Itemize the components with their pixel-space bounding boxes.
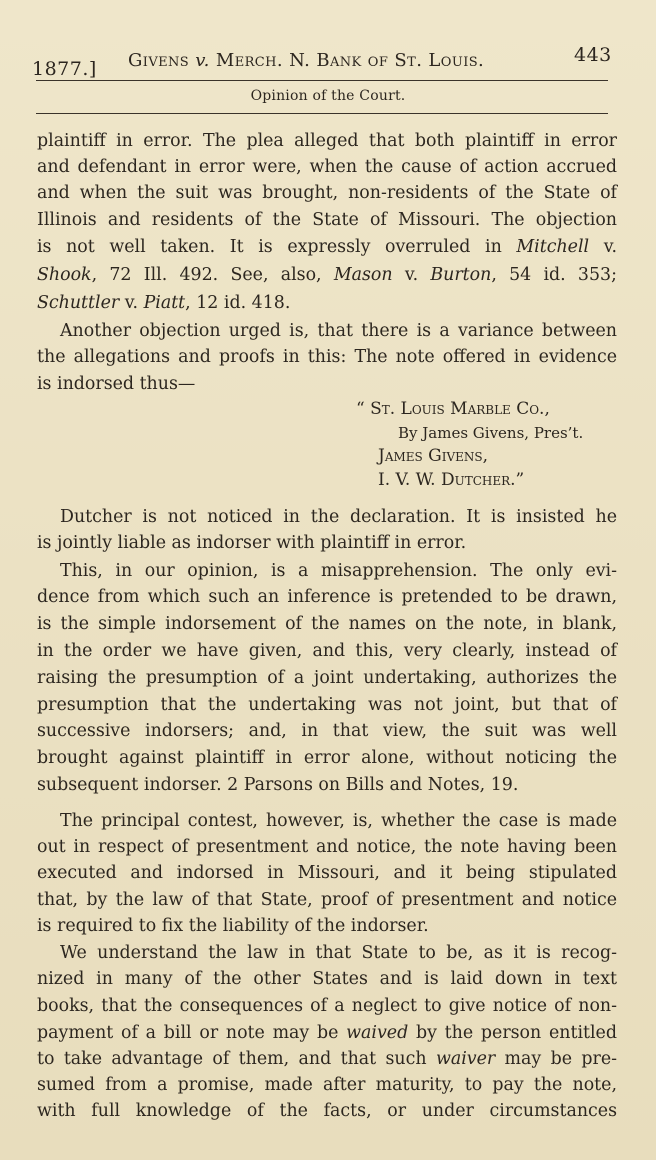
indorsement-line: By James Givens, Pres’t.	[398, 424, 584, 442]
text-line: We understand the law in that State to be, as it is recog-	[60, 943, 617, 963]
text-line: Illinois and residents of the State of Missouri. The objection	[37, 210, 617, 230]
italic-term: waived	[346, 1023, 409, 1043]
text-line: with full knowledge of the facts, or under circumstances	[37, 1101, 617, 1121]
text-line: is not well taken. It is expressly overruled in Mitchell v.	[37, 237, 617, 257]
text-line: presumption that the undertaking was not joint, but that of	[37, 695, 617, 715]
text-line: the allegations and proofs in this: The note offered in evidence	[37, 347, 617, 367]
running-head	[32, 44, 612, 80]
text-line: is required to fix the liability of the indorser.	[37, 916, 429, 936]
italic-term: Burton	[430, 265, 492, 285]
text-line: Dutcher is not noticed in the declaration. It is insisted he	[60, 507, 617, 527]
text-line: in the order we have given, and this, very clearly, instead of	[37, 641, 617, 661]
italic-term: Mitchell	[516, 237, 590, 257]
text-line: brought against plaintiff in error alone, without noticing the	[37, 748, 617, 768]
italic-term: Shook	[37, 265, 92, 285]
page-number: 443	[574, 44, 612, 66]
text-line: subsequent indorser. 2 Parsons on Bills and Notes, 19.	[37, 775, 519, 795]
text-line: successive indorsers; and, in that view, the suit was well	[37, 721, 617, 741]
versus-abbrev: v.	[195, 50, 210, 71]
text-line: out in respect of presentment and notice, the note having been	[37, 837, 617, 857]
running-head-year: 1877.]	[32, 58, 97, 80]
indorsement-line: I. V. W. Dutcher.”	[378, 470, 525, 490]
text-line: dence from which such an inference is pretended to be drawn,	[37, 587, 617, 607]
section-heading: Opinion of the Court.	[250, 88, 406, 104]
text-line: This, in our opinion, is a misapprehension. The only evi-	[60, 561, 617, 581]
text-line: to take advantage of them, and that such waiver may be pre-	[37, 1049, 617, 1069]
text-line: Another objection urged is, that there is a variance between	[60, 321, 617, 341]
italic-term: waiver	[435, 1049, 496, 1069]
italic-term: Mason	[333, 265, 393, 285]
text-line: Shook, 72 Ill. 492. See, also, Mason v. Burton, 54 id. 353;	[37, 265, 617, 285]
text-line: payment of a bill or note may be waived by the person entitled	[37, 1023, 617, 1043]
header-rule-top	[36, 80, 608, 81]
running-head-case-title: Givens v. Merch. N. Bank of St. Louis.	[128, 50, 485, 71]
text-line: Schuttler v. Piatt, 12 id. 418.	[37, 293, 291, 313]
header-rule-bottom	[36, 113, 608, 114]
italic-term: Piatt	[143, 293, 186, 313]
text-line: nized in many of the other States and is laid down in text	[37, 969, 617, 989]
text-line: and when the suit was brought, non-residents of the State of	[37, 183, 617, 203]
italic-term: Schuttler	[37, 293, 120, 313]
text-line: is jointly liable as indorser with plaintiff in error.	[37, 533, 467, 553]
text-line: that, by the law of that State, proof of presentment and notice	[37, 890, 617, 910]
text-line: is indorsed thus—	[37, 374, 196, 394]
text-line: plaintiff in error. The plea alleged that both plaintiff in error	[37, 131, 617, 151]
text-line: books, that the consequences of a neglect to give notice of non-	[37, 996, 617, 1016]
text-line: sumed from a promise, made after maturity, to pay the note,	[37, 1075, 617, 1095]
indorsement-line: “ St. Louis Marble Co.,	[356, 399, 550, 419]
text-line: The principal contest, however, is, whether the case is made	[60, 811, 617, 831]
text-line: and defendant in error were, when the cause of action accrued	[37, 157, 617, 177]
text-line: is the simple indorsement of the names on the note, in blank,	[37, 614, 617, 634]
indorsement-line: James Givens,	[378, 446, 489, 466]
text-line: raising the presumption of a joint undertaking, authorizes the	[37, 668, 617, 688]
text-line: executed and indorsed in Missouri, and it being stipulated	[37, 863, 617, 883]
